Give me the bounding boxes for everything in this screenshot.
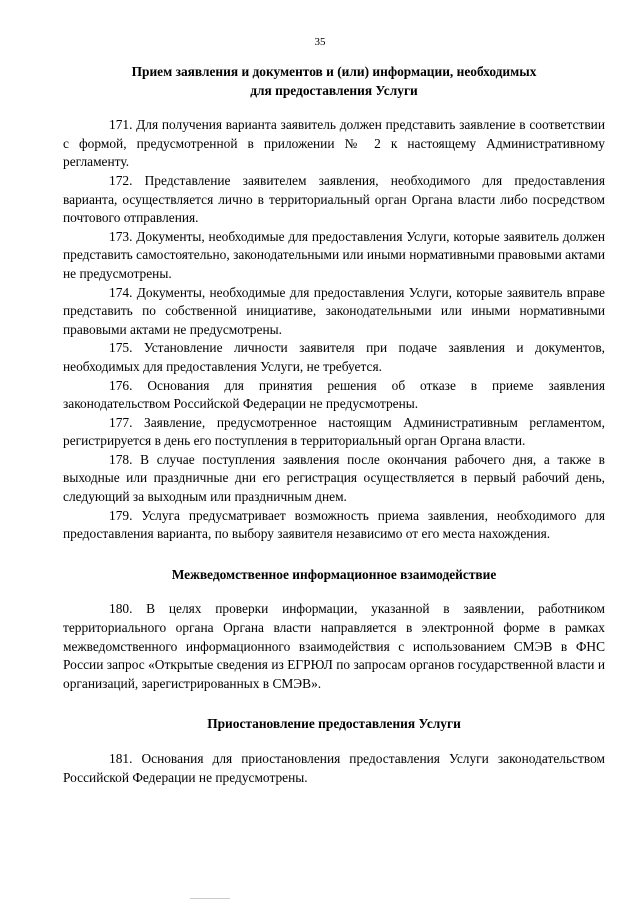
paragraph-178: 178. В случае поступления заявления после окончания рабочего дня, а также в выходные или праздничные дни его регистрация осуществляется в первый рабочий день, следующий за выходным или праздничным днем. [63, 451, 605, 505]
heading-line: Прием заявления и документов и (или) информации, необходимых [131, 64, 537, 79]
section-heading [63, 63, 605, 100]
paragraph-180: 180. В целях проверки информации, указанной в заявлении, работником территориального органа Органа власти направляется в электронной форме в рамках межведомственного информационного взаимодействия с использованием СМЭВ в ФНС России запрос «Открытые сведения из ЕГРЮЛ по запросам органов государственной власти и организаций, зарегистрированных в СМЭВ». [63, 601, 605, 691]
scan-artifact [190, 898, 230, 899]
section-heading [63, 566, 605, 585]
document-body [63, 63, 605, 787]
heading-line: Приостановление предоставления Услуги [207, 716, 461, 732]
heading-line: Межведомственное информационное взаимодействие [171, 566, 497, 582]
page-number: 35 [314, 36, 326, 48]
paragraph-177: 177. Заявление, предусмотренное настоящим Административным регламентом, регистрируется в день его поступления в территориальный орган Органа власти. [63, 414, 605, 449]
heading-line: для предоставления Услуги [250, 82, 418, 98]
paragraph-176: 176. Основания для принятия решения об отказе в приеме заявления законодательством Российской Федерации не предусмотрены. [63, 377, 605, 412]
paragraph-172: 172. Представление заявителем заявления, необходимого для предоставления варианта, осуществляется лично в территориальный орган Органа власти либо посредством почтового отправления. [63, 172, 605, 226]
paragraph-181: 181. Основания для приостановления предоставления Услуги законодательством Российской Федерации не предусмотрены. [63, 751, 605, 785]
section-heading [63, 715, 605, 734]
paragraph-171: 171. Для получения варианта заявитель должен представить заявление в соответствии с формой, предусмотренной в приложении № 2 к настоящему Административному регламенту. [63, 117, 605, 170]
paragraph-179: 179. Услуга предусматривает возможность приема заявления, необходимого для предоставления варианта, по выбору заявителя независимо от его места нахождения. [63, 507, 605, 542]
paragraph-173: 173. Документы, необходимые для предоставления Услуги, которые заявитель должен представить самостоятельно, законодательными или иными нормативными правовыми актами не предусмотрены. [63, 228, 605, 281]
paragraph-175: 175. Установление личности заявителя при подаче заявления и документов, необходимых для предоставления Услуги, не требуется. [63, 340, 605, 374]
paragraph-174: 174. Документы, необходимые для предоставления Услуги, которые заявитель вправе представить по собственной инициативе, законодательными или иными нормативными правовыми актами не предусмотрены. [63, 284, 605, 337]
section-interagency [63, 566, 605, 694]
section-suspension [63, 715, 605, 787]
section-reception [63, 63, 605, 544]
